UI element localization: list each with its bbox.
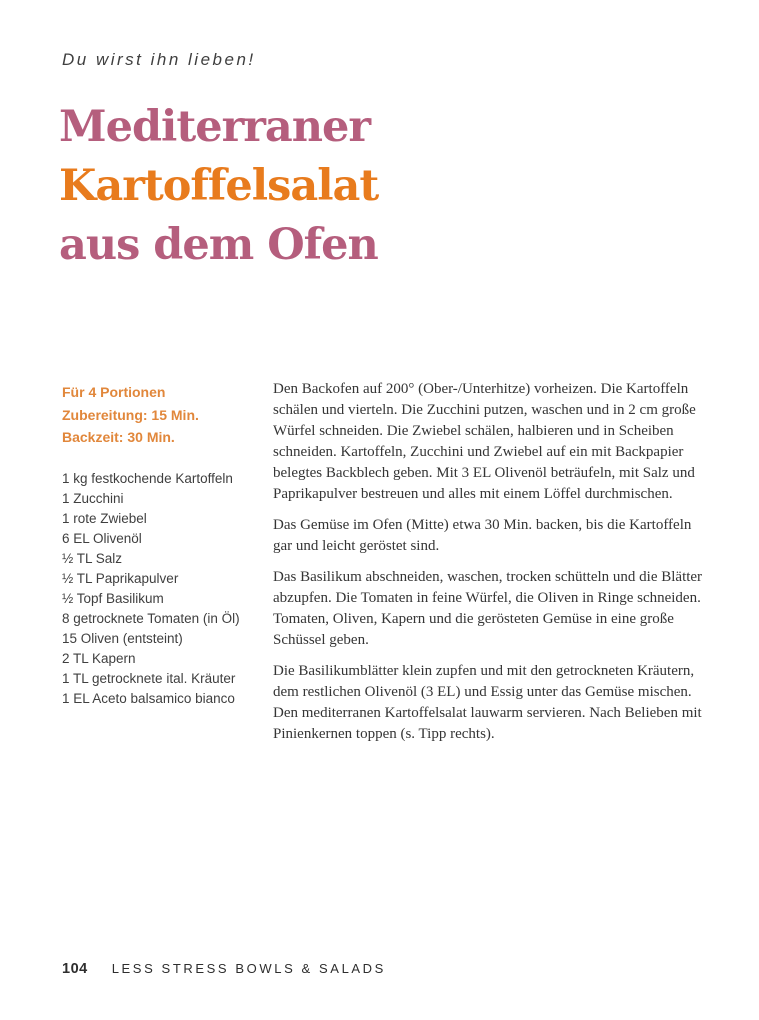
servings-info: Für 4 Portionen (62, 384, 166, 400)
ingredient-item: 1 Zucchini (62, 491, 124, 506)
ingredient-item: ½ TL Paprikapulver (62, 571, 179, 586)
instruction-text (273, 379, 703, 755)
ingredient-item: 6 EL Olivenöl (62, 531, 142, 546)
page-footer (62, 961, 386, 977)
book-title: LESS STRESS BOWLS & SALADS (111, 961, 386, 976)
bake-time-info: Backzeit: 30 Min. (62, 429, 175, 445)
tagline: Du wirst ihn lieben! (62, 50, 256, 69)
ingredient-item: 2 TL Kapern (62, 651, 136, 666)
recipe-title-line-1: Mediterraner (59, 102, 371, 152)
ingredient-item: 1 TL getrocknete ital. Kräuter (62, 671, 236, 686)
instruction-paragraph: Die Basilikumblätter klein zupfen und mit den getrockneten Kräutern, dem restlichen Olivenöl (3 EL) und Essig unter das Gemüse mischen. Den mediterranen Kartoffelsalat lauwarm servieren. Nach Belieben mit Pinienkernen toppen (s. Tipp rechts). (273, 663, 702, 742)
recipe-title (59, 98, 378, 275)
ingredient-item: 15 Oliven (entsteint) (62, 631, 183, 646)
ingredient-item: 8 getrocknete Tomaten (in Öl) (62, 611, 240, 626)
page-number: 104 (62, 961, 88, 977)
recipe-info-block (62, 381, 267, 449)
ingredient-item: 1 kg festkochende Kartoffeln (62, 471, 233, 486)
ingredient-item: 1 EL Aceto balsamico bianco (62, 691, 235, 706)
ingredient-list (62, 469, 267, 709)
instruction-paragraph: Das Basilikum abschneiden, waschen, trocken schütteln und die Blätter abzupfen. Die Tomaten in feine Würfel, die Oliven in Ringe schneiden. Tomaten, Oliven, Kapern und die gerösteten Gemüse in eine große Schüssel geben. (273, 569, 703, 648)
recipe-title-line-2: Kartoffelsalat (59, 161, 379, 211)
instruction-paragraph: Das Gemüse im Ofen (Mitte) etwa 30 Min. backen, bis die Kartoffeln gar und leicht geröstet sind. (273, 517, 692, 554)
recipe-title-line-3: aus dem Ofen (59, 220, 378, 270)
instruction-paragraph: Den Backofen auf 200° (Ober-/Unterhitze) vorheizen. Die Kartoffeln schälen und vierteln. Die Zucchini putzen, waschen und in 2 cm große Würfel schneiden. Die Zwiebel schälen, halbieren und in Scheiben schneiden. Kartoffeln, Zucchini und Zwiebel auf ein mit Backpapier belegtes Backblech geben. Mit 3 EL Olivenöl beträufeln, mit Salz und Paprikapulver bestreuen und alles mit einem Löffel durchmischen. (273, 381, 696, 502)
ingredient-item: 1 rote Zwiebel (62, 511, 147, 526)
ingredient-item: ½ Topf Basilikum (62, 591, 164, 606)
ingredient-item: ½ TL Salz (62, 551, 123, 566)
prep-time-info: Zubereitung: 15 Min. (62, 406, 199, 423)
